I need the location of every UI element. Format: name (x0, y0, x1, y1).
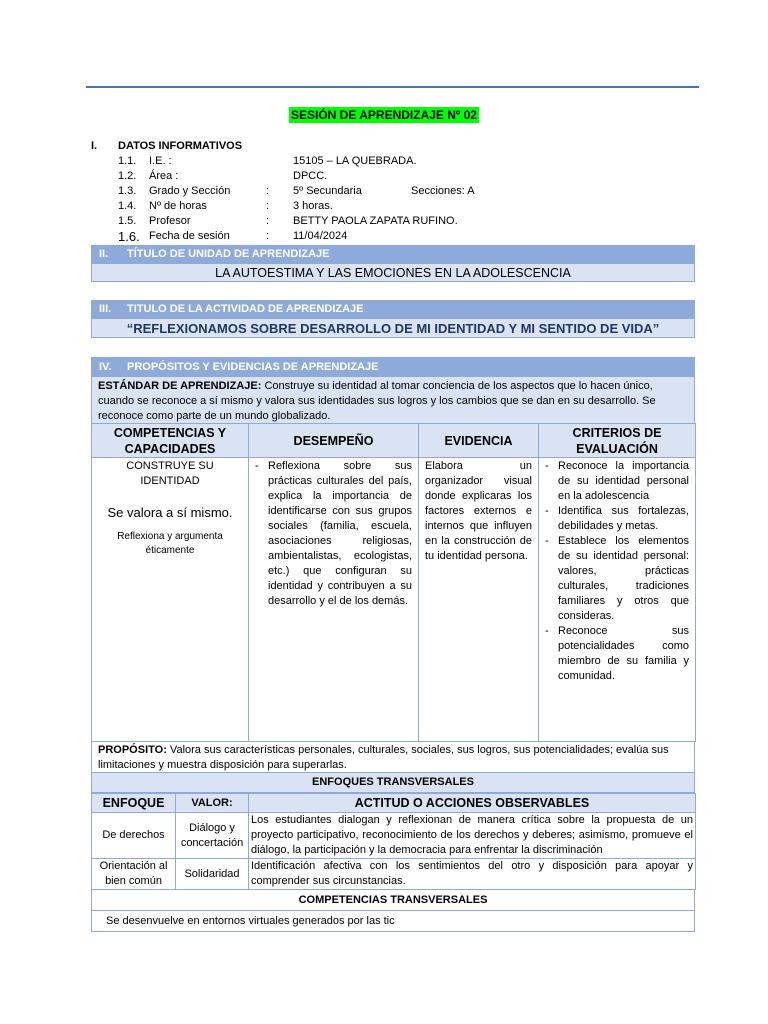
title-container (0, 107, 768, 124)
datos-informativos (91, 139, 691, 244)
estandar-label: ESTÁNDAR DE APRENDIZAJE: (98, 380, 262, 392)
enfoque-name: Orientación al bien común (92, 859, 176, 890)
datos-row-label: Área : (149, 170, 179, 183)
competencias-transversales-heading: COMPETENCIAS TRANSVERSALES (91, 890, 695, 911)
datos-row-value: 11/04/2024 (293, 230, 348, 243)
datos-row-num: 1.2. (118, 170, 137, 183)
criterio-text: Identifica sus fortalezas, debilidades y metas. (558, 505, 689, 532)
datos-row-num: 1.6. (118, 228, 140, 244)
enfoques-heading: ENFOQUES TRANSVERSALES (91, 773, 695, 793)
datos-row (91, 184, 691, 199)
capacidad-1: Se valora a sí mismo. (107, 505, 233, 520)
competencia-transversal-item: Se desenvuelve en entornos virtuales generados por las tic (91, 911, 695, 932)
proposito-label: PROPÓSITO: (98, 744, 167, 756)
estandar-block (91, 377, 695, 423)
enfoque-name: De derechos (92, 813, 176, 859)
col-header: EVIDENCIA (419, 424, 539, 458)
datos-heading: DATOS INFORMATIVOS (118, 140, 243, 153)
criterio-text: Reconoce la importancia de su identidad personal en la adolescencia (558, 460, 689, 502)
criterio-item (545, 459, 689, 504)
datos-row-label: Fecha de sesión (149, 230, 230, 243)
desempeno-item (255, 459, 412, 609)
enfoques-header-row (92, 794, 696, 813)
propositos-header-row (92, 424, 696, 458)
datos-row-num: 1.4. (118, 200, 137, 213)
section-propositos-header (91, 357, 695, 377)
enfoque-actitud: Los estudiantes dialogan y reflexionan de manera crítica sobre la propuesta de un proyecto participativo, reconocimiento de los derechos y deberes; asimismo, promueve el diálogo, la participación y la democracia para enfrentar la discriminación (249, 813, 696, 859)
enfoque-actitud: Identificación afectiva con los sentimientos del otro y disposición para apoyar y comprender sus circunstancias. (249, 859, 696, 890)
desempeno-text: Reflexiona sobre sus prácticas culturales del país, explica la importancia de identificarse con sus grupos sociales (familia, escuela, asociaciones religiosas, ambientalistas, ecologistas, etc.) que configuran su identidad y contribuyen a su desarrollo y el de los demás. (268, 460, 412, 607)
datos-row-value: BETTY PAOLA ZAPATA RUFINO. (293, 215, 458, 228)
datos-row-num: 1.3. (118, 185, 137, 198)
top-rule (86, 86, 699, 88)
enfoque-valor: Solidaridad (176, 859, 249, 890)
session-title: SESIÓN DE APRENDIZAJE Nº 02 (291, 108, 477, 122)
datos-row (91, 169, 691, 184)
competencia: CONSTRUYE SU IDENTIDAD (126, 460, 214, 487)
proposito-block (91, 742, 695, 773)
evidencia-cell (419, 458, 539, 742)
section-propositos (91, 357, 695, 932)
datos-row (91, 199, 691, 214)
criterio-item (545, 624, 689, 684)
dash-marker: - (545, 505, 549, 517)
section-roman: II. (99, 247, 109, 260)
datos-heading-row (91, 139, 691, 154)
criterios-cell (539, 458, 696, 742)
enfoque-valor: Diálogo y concertación (176, 813, 249, 859)
col-header: ENFOQUE (92, 794, 176, 813)
datos-row-extra: Secciones: A (411, 185, 475, 198)
datos-row-colon: : (266, 200, 270, 213)
col-header: VALOR: (176, 794, 249, 813)
dash-marker: - (255, 460, 259, 472)
datos-row-label: I.E. : (149, 155, 172, 168)
section-heading: TÍTULO DE UNIDAD DE APRENDIZAJE (127, 247, 330, 260)
dash-marker: - (545, 625, 549, 637)
datos-row (91, 154, 691, 169)
datos-row-value: DPCC. (293, 170, 328, 183)
col-header: COMPETENCIAS Y CAPACIDADES (92, 424, 249, 458)
section-unidad (91, 245, 695, 282)
criterio-item (545, 504, 689, 534)
enfoque-row (92, 859, 696, 890)
col-header: DESEMPEÑO (249, 424, 419, 458)
datos-row-num: 1.1. (118, 155, 137, 168)
section-heading: PROPÓSITOS Y EVIDENCIAS DE APRENDIZAJE (127, 360, 379, 373)
datos-row-label: Profesor (149, 215, 191, 228)
datos-row-colon: : (266, 215, 270, 228)
datos-row-colon: : (266, 185, 270, 198)
section-roman: III. (99, 302, 112, 315)
datos-row-label: Nº de horas (149, 200, 207, 213)
section-unidad-header (91, 245, 695, 263)
competencias-cell (92, 458, 249, 742)
actividad-title: “REFLEXIONAMOS SOBRE DESARROLLO DE MI IDENTIDAD Y MI SENTIDO DE VIDA” (91, 318, 695, 338)
enfoques-table (91, 793, 696, 890)
dash-marker: - (545, 535, 549, 547)
datos-row (91, 229, 691, 244)
datos-row (91, 214, 691, 229)
section-actividad-header (91, 300, 695, 318)
datos-row-value: 15105 – LA QUEBRADA. (293, 155, 417, 168)
unidad-title: LA AUTOESTIMA Y LAS EMOCIONES EN LA ADOLESCENCIA (91, 263, 695, 282)
datos-roman: I. (91, 140, 98, 153)
evidencia-text: Elabora un organizador visual donde explicaras los factores externos e internos que influyen en la construcción de tu identidad persona. (425, 460, 532, 562)
capacidad-2: Reflexiona y argumenta éticamente (117, 531, 223, 556)
section-heading: TITULO DE LA ACTIVIDAD DE APRENDIZAJE (127, 302, 364, 315)
section-roman: IV. (99, 360, 112, 373)
dash-marker: - (545, 460, 549, 472)
datos-row-label: Grado y Sección (149, 185, 231, 198)
propositos-body-row (92, 458, 696, 742)
datos-row-num: 1.5. (118, 215, 137, 228)
datos-row-value: 3 horas. (293, 200, 333, 213)
datos-row-colon: : (266, 230, 270, 243)
propositos-table (91, 423, 696, 742)
datos-row-value: 5º Secundaria (293, 185, 362, 198)
section-actividad (91, 300, 695, 338)
criterio-item (545, 534, 689, 624)
criterio-text: Establece los elementos de su identidad personal: valores, prácticas culturales, tradiciones familiares y otros que consideras. (558, 535, 689, 622)
criterio-text: Reconoce sus potencialidades como miembro de su familia y comunidad. (558, 625, 689, 682)
enfoque-row (92, 813, 696, 859)
desempeno-cell (249, 458, 419, 742)
proposito-text: Valora sus características personales, culturales, sociales, sus logros, sus potencialidades; evalúa sus limitaciones y muestra disposición para superarlas. (98, 744, 669, 771)
col-header: ACTITUD O ACCIONES OBSERVABLES (249, 794, 696, 813)
estandar-text: Construye su identidad al tomar conciencia de los aspectos que lo hacen único, cuando se reconoce a sí mismo y valora sus identidades sus logros y los cambios que se dan en su desarrollo. Se reconoce como parte de un mundo globalizado. (98, 380, 656, 422)
col-header: CRITERIOS DE EVALUACIÓN (539, 424, 696, 458)
